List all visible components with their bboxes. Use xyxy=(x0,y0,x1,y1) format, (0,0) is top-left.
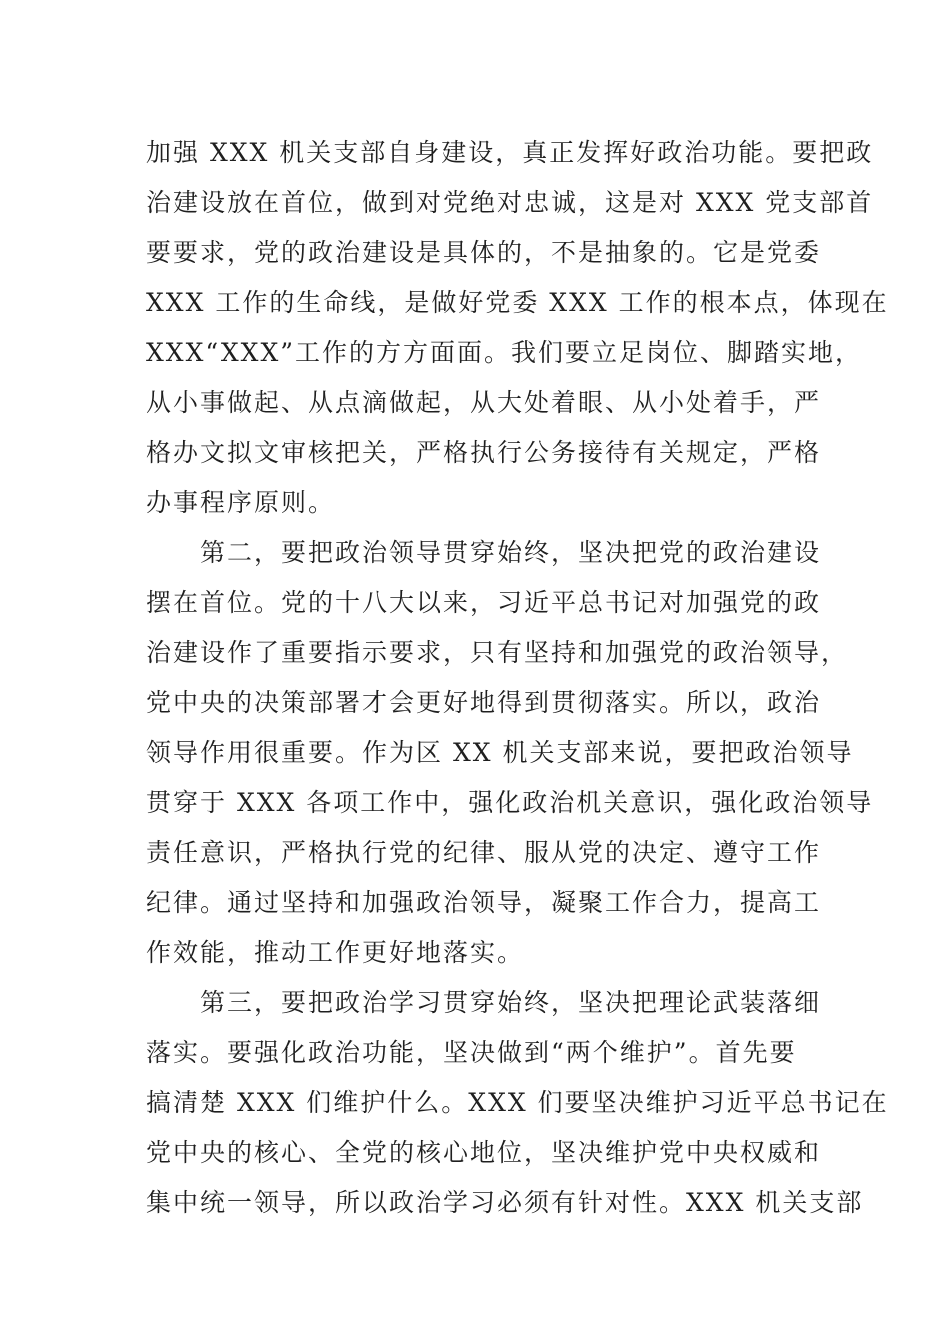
text-line: 党中央的核心、全党的核心地位，坚决维护党中央权威和 xyxy=(146,1138,822,1167)
text-line: 要要求，党的政治建设是具体的，不是抽象的。它是党委 xyxy=(146,238,822,267)
paragraph-start-line: 第三，要把政治学习贯穿始终，坚决把理论武装落细 xyxy=(200,988,822,1017)
text-line: 作效能，推动工作更好地落实。 xyxy=(146,938,525,967)
text-line: 责任意识，严格执行党的纪律、服从党的决定、遵守工作 xyxy=(146,838,822,867)
text-line: 落实。要强化政治功能，坚决做到“两个维护”。首先要 xyxy=(146,1038,797,1067)
document-body xyxy=(146,128,889,1228)
text-line: 加强 XXX 机关支部自身建设，真正发挥好政治功能。要把政 xyxy=(146,138,874,167)
text-line: 党中央的决策部署才会更好地得到贯彻落实。所以，政治 xyxy=(146,688,822,717)
text-line: 从小事做起、从点滴做起，从大处着眼、从小处着手，严 xyxy=(146,388,822,417)
text-line: 治建设放在首位，做到对党绝对忠诚，这是对 XXX 党支部首 xyxy=(146,188,874,217)
text-line: 格办文拟文审核把关，严格执行公务接待有关规定，严格 xyxy=(146,438,822,467)
text-line: 治建设作了重要指示要求，只有坚持和加强党的政治领导， xyxy=(146,638,849,667)
text-line: 纪律。通过坚持和加强政治领导，凝聚工作合力，提高工 xyxy=(146,888,822,917)
text-line: 领导作用很重要。作为区 XX 机关支部来说，要把政治领导 xyxy=(146,738,854,767)
text-line: 贯穿于 XXX 各项工作中，强化政治机关意识，强化政治领导 xyxy=(146,788,874,817)
text-line: 办事程序原则。 xyxy=(146,488,336,517)
text-line: XXX 工作的生命线，是做好党委 XXX 工作的根本点，体现在 xyxy=(146,288,889,317)
text-line: 集中统一领导，所以政治学习必须有针对性。XXX 机关支部 xyxy=(146,1188,864,1217)
text-line: 搞清楚 XXX 们维护什么。XXX 们要坚决维护习近平总书记在 xyxy=(146,1088,889,1117)
text-line: XXX“XXX”工作的方方面面。我们要立足岗位、脚踏实地， xyxy=(146,338,863,367)
text-line: 摆在首位。党的十八大以来，习近平总书记对加强党的政 xyxy=(146,588,822,617)
paragraph-start-line: 第二，要把政治领导贯穿始终，坚决把党的政治建设 xyxy=(200,538,822,567)
